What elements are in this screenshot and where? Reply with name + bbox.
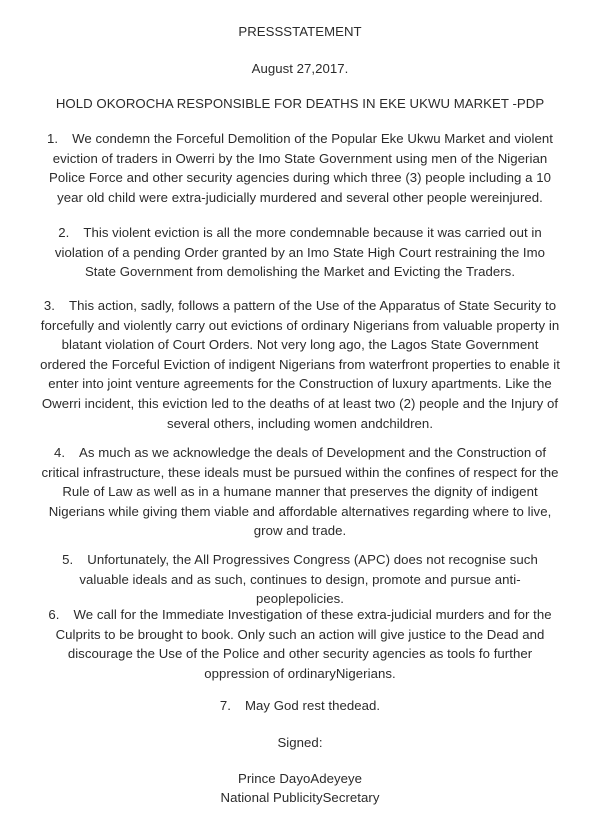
signed-label: Signed: xyxy=(277,735,323,750)
paragraph-7 xyxy=(40,696,560,716)
paragraph-5 xyxy=(40,550,560,609)
document-date: August 27,2017. xyxy=(251,61,349,76)
paragraph-4 xyxy=(40,443,560,541)
paragraph-text: Unfortunately, the All Progressives Congress (APC) does not recognise such valuable ideals and as such, continues to design, promote and pursue anti-peoplepolicies. xyxy=(79,552,538,607)
signatory-name: Prince DayoAdeyeye xyxy=(237,771,363,786)
paragraph-number: 7. xyxy=(219,698,231,713)
paragraph-text: As much as we acknowledge the deals of Development and the Construction of critical infrastructure, these ideals must be pursued within the confines of respect for the Rule of Law as well as in a humane manner that preserves the dignity of indigent Nigerians while giving them viable and affordable alternatives regarding where to live, grow and trade. xyxy=(41,445,559,539)
document-heading: PRESSSTATEMENT xyxy=(238,24,362,39)
paragraph-text: We condemn the Forceful Demolition of the Popular Eke Ukwu Market and violent eviction of traders in Owerri by the Imo State Government using men of the Nigerian Police Force and other security agencies during which three (3) people including a 10 year old child were extra-judicially murdered and several other people wereinjured. xyxy=(49,131,553,205)
paragraph-1 xyxy=(40,129,560,207)
paragraph-number: 1. xyxy=(47,131,59,146)
signatory-role: National PublicitySecretary xyxy=(220,790,380,805)
paragraph-number: 5. xyxy=(62,552,74,567)
paragraph-number: 4. xyxy=(53,445,66,460)
paragraph-text: May God rest thedead. xyxy=(244,698,381,713)
paragraph-text: This action, sadly, follows a pattern of the Use of the Apparatus of State Security to forcefully and violently carry out evictions of ordinary Nigerians from valuable property in blatant violation of Court Orders. Not very long ago, the Lagos State Government ordered the Forceful Eviction of indigent Nigerians from waterfront properties to enable it enter into joint venture agreements for the Construction of luxury apartments. Like the Owerri incident, this eviction led to the deaths of at least two (2) people and the Injury of several others, including women andchildren. xyxy=(40,298,560,431)
paragraph-3 xyxy=(40,296,560,433)
paragraph-number: 3. xyxy=(43,298,55,313)
paragraph-2 xyxy=(40,223,560,282)
paragraph-number: 2. xyxy=(58,225,70,240)
paragraph-text: We call for the Immediate Investigation of these extra-judicial murders and for the Culprits to be brought to book. Only such an action will give justice to the Dead and discourage the Use of the Police and other security agencies as tools fo further oppression of ordinaryNigerians. xyxy=(55,607,552,681)
paragraph-6 xyxy=(40,605,560,683)
paragraph-number: 6. xyxy=(48,607,60,622)
paragraph-text: This violent eviction is all the more condemnable because it was carried out in violation of a pending Order granted by an Imo State High Court restraining the Imo State Government from demolishing the Market and Evicting the Traders. xyxy=(54,225,546,280)
document-title: HOLD OKOROCHA RESPONSIBLE FOR DEATHS IN EKE UKWU MARKET -PDP xyxy=(55,96,545,111)
